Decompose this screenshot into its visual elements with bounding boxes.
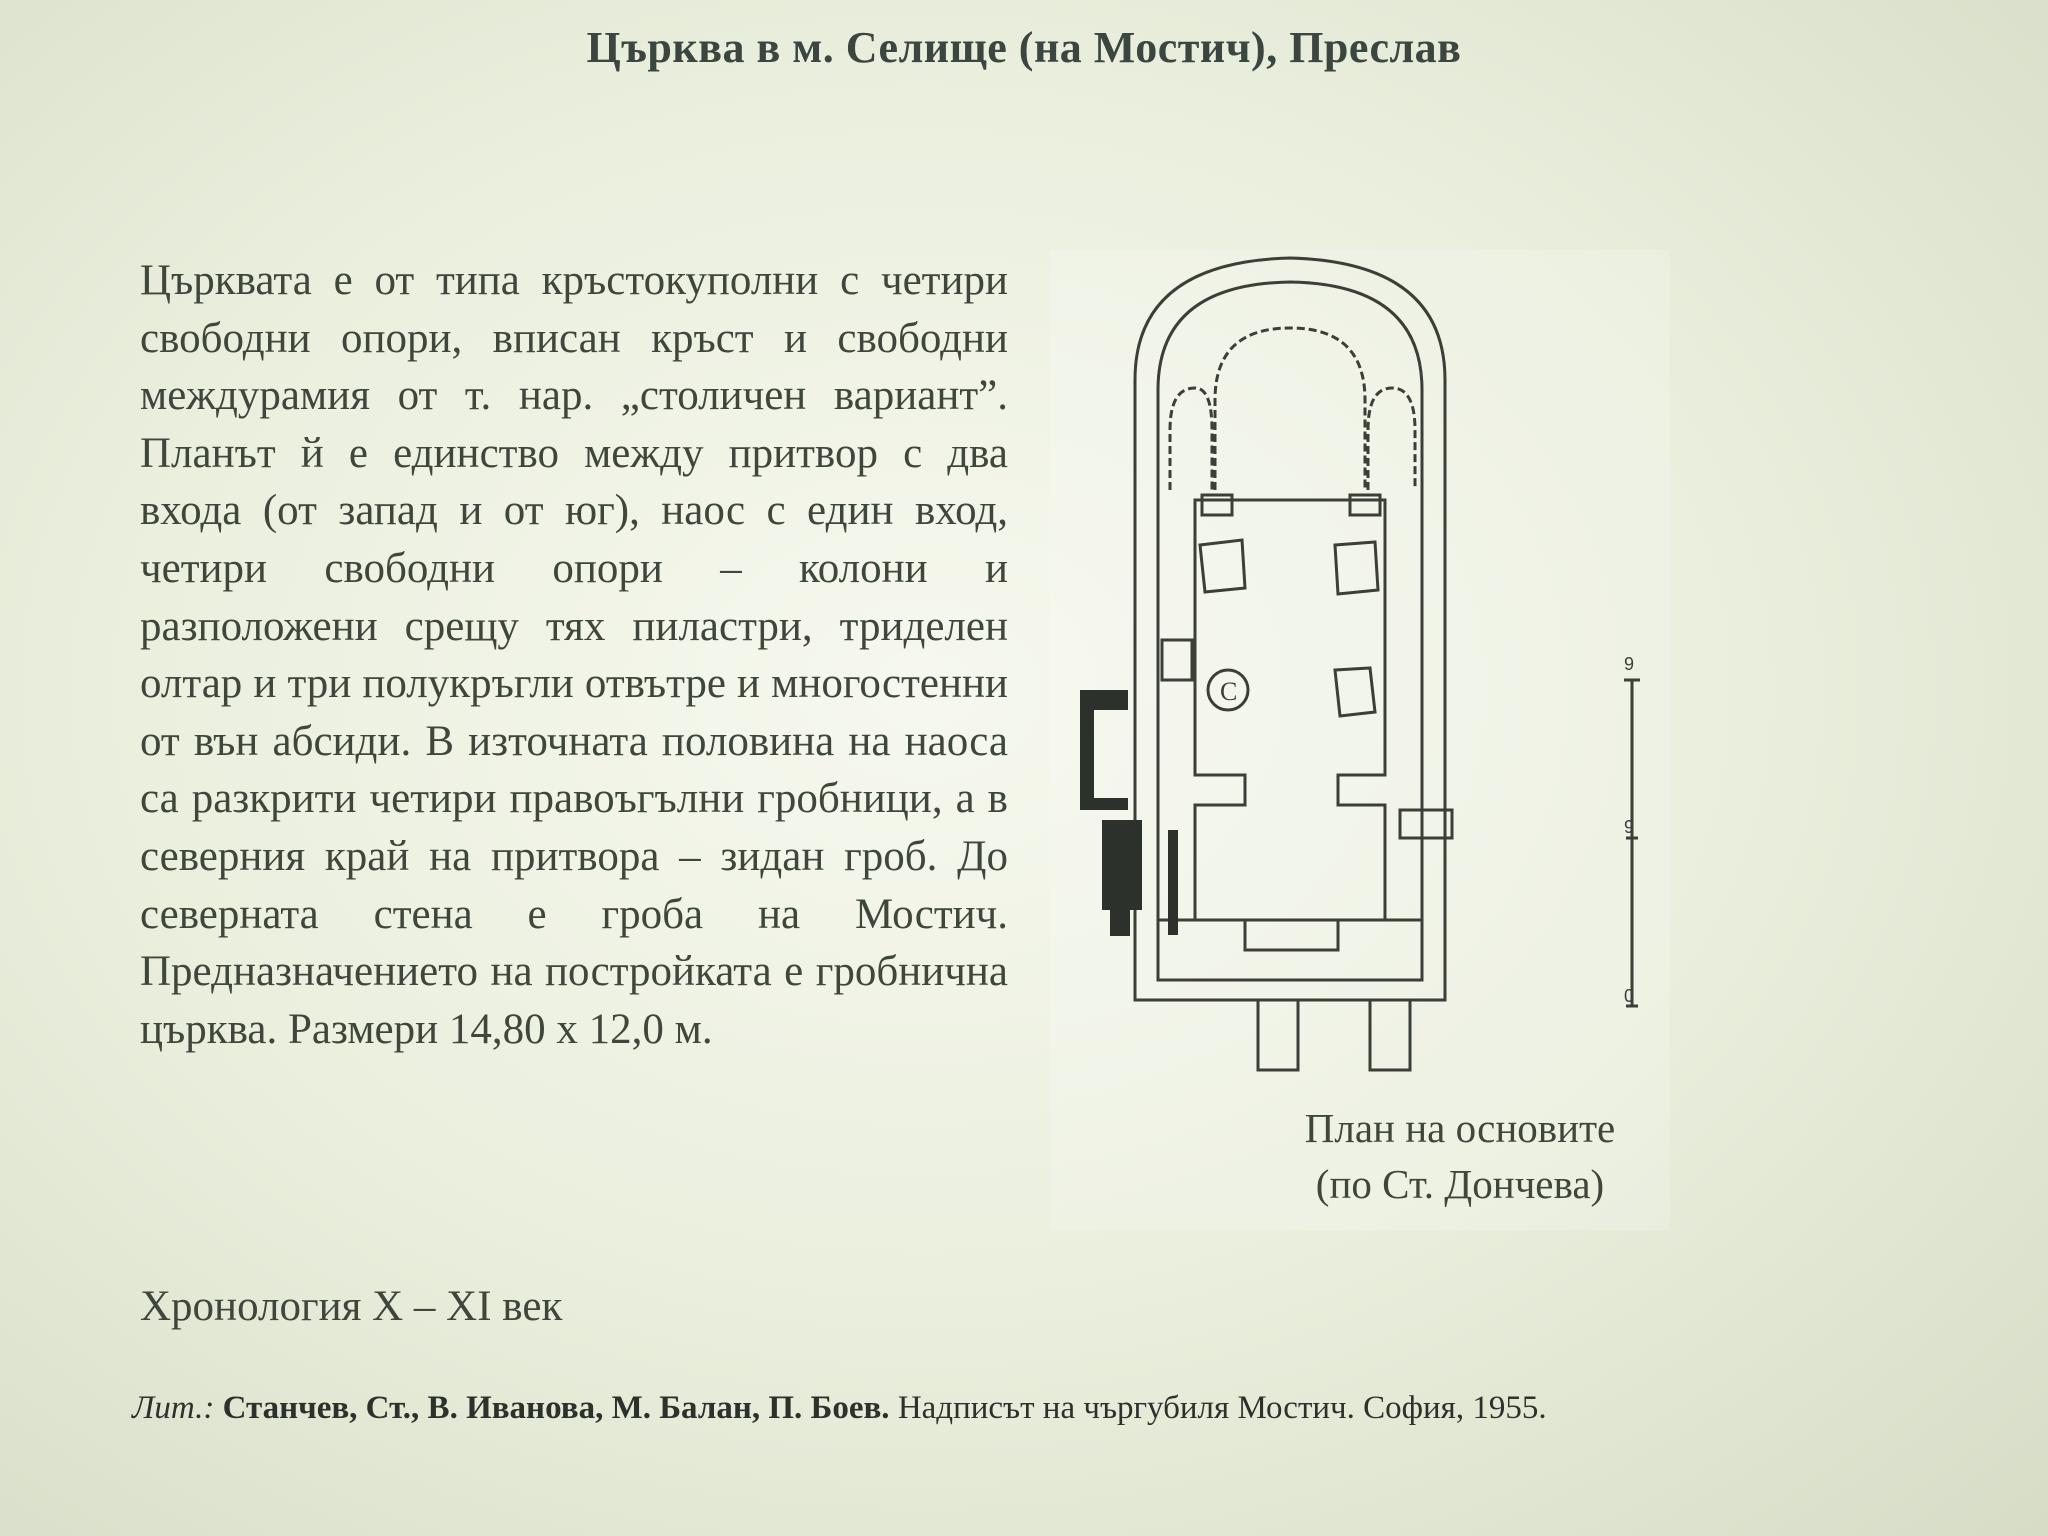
pilaster-2 [1350, 495, 1380, 515]
pilaster-1 [1202, 495, 1232, 515]
description-text: Църквата е от типа кръстокуполни с четири свободни опори, вписан кръст и свободни междурамия от т. нар. „столичен вариант”. Планът й е единство между притвор с два входа (от запад и от юг), наос с един вход, четири свободни опори – колони и разположени срещу тях пиластри, триделен олтар и три полукръгли отвътре и многостенни от вън абсиди. В източната половина на наоса са разкрити четири правоъгълни гробници, а в северния край на притвора – зидан гроб. До северната стена е гроба на Мостич. Предназначението на постройката е гробнична църква. Размери 14,80 х 12,0 м. [140, 257, 1008, 1053]
column-mark: C [1220, 677, 1238, 706]
west-buttress-right [1370, 1000, 1410, 1070]
south-apse [1368, 388, 1415, 490]
central-apse [1215, 328, 1365, 490]
support-nw [1335, 542, 1378, 594]
support-sw [1335, 668, 1375, 716]
chronology-text: Хронология X – XI век [140, 1283, 563, 1330]
scale-label-bottom: 0 [1624, 986, 1635, 1006]
literature-authors: Станчев, Ст., В. Иванова, М. Балан, П. Боев. [222, 1390, 890, 1426]
naos-cross [1195, 500, 1385, 950]
floor-plan-figure [1050, 250, 1670, 1230]
caption-line-1: План на основите [1304, 1105, 1616, 1151]
inner-wall [1158, 282, 1422, 980]
literature-work: Надписът на чъргубиля Мостич. София, 1955. [897, 1390, 1547, 1426]
literature-reference [132, 1390, 1547, 1427]
floor-plan-drawing [1050, 250, 1670, 1230]
north-apse [1170, 388, 1212, 490]
caption-line-2: (по Ст. Дончева) [1315, 1161, 1605, 1207]
figure-caption [1230, 1100, 1690, 1212]
outer-wall [1135, 258, 1445, 1000]
scale-label-mid: 9 [1624, 817, 1635, 837]
scale-label-top: 9 [1624, 654, 1635, 674]
pilaster-3 [1162, 640, 1192, 680]
page-title: Църква в м. Селище (на Мостич), Преслав [586, 23, 1462, 72]
support-ne [1200, 540, 1245, 592]
literature-label: Лит.: [132, 1390, 215, 1426]
west-buttress-left [1258, 1000, 1298, 1070]
